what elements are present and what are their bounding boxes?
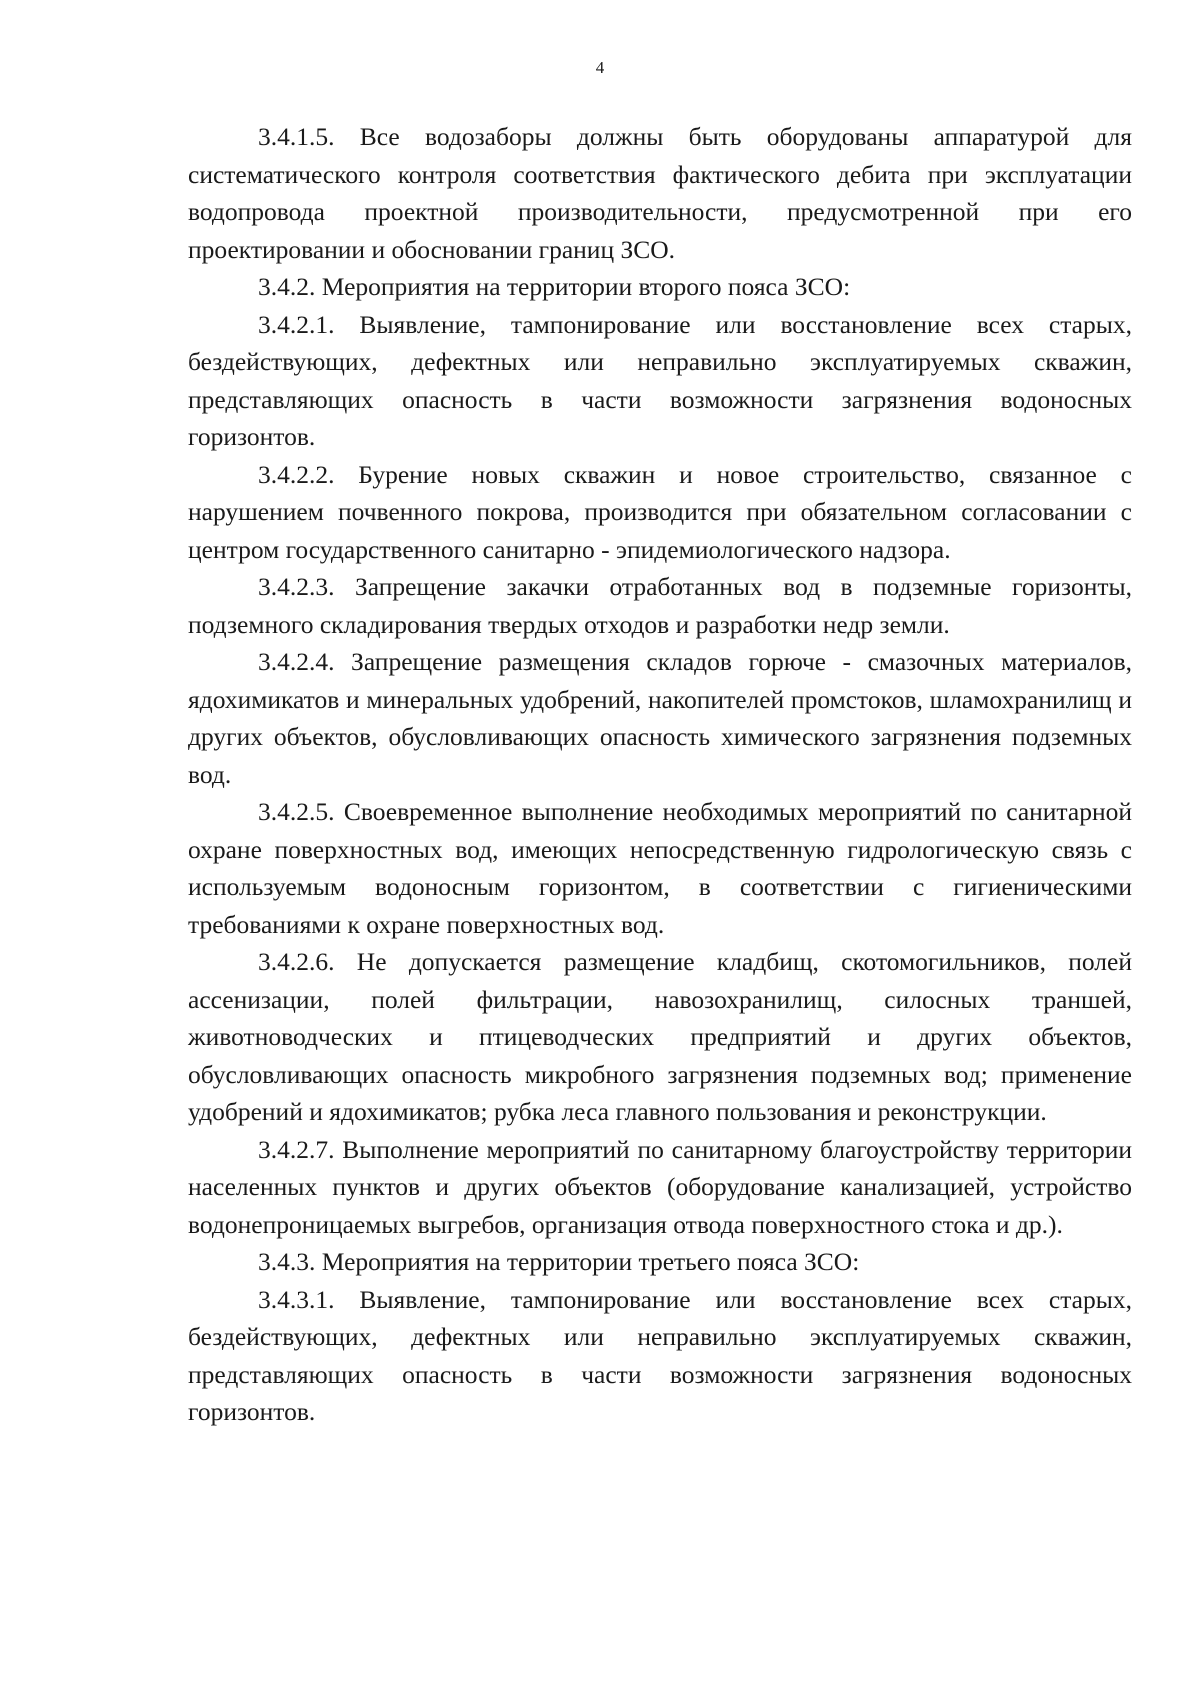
paragraph-3-4-2-5: 3.4.2.5. Своевременное выполнение необходимых мероприятий по санитарной охране поверхностных вод, имеющих непосредственную гидрологическую связь с используемым водоносным горизонтом, в соответствии с гигиеническими требованиями к охране поверхностных вод. (188, 797, 1132, 939)
section-heading-third-belt: 3.4.3. Мероприятия на территории третьего пояса ЗСО: (258, 1247, 860, 1276)
paragraph-3-4-2-3: 3.4.2.3. Запрещение закачки отработанных вод в подземные горизонты, подземного складирования твердых отходов и разработки недр земли. (188, 572, 1132, 639)
paragraph-3-4-2-7: 3.4.2.7. Выполнение мероприятий по санитарному благоустройству территории населенных пунктов и других объектов (оборудование канализацией, устройство водонепроницаемых выгребов, организация отвода поверхностного стока и др.). (188, 1134, 1132, 1239)
paragraph-3-4-2-4: 3.4.2.4. Запрещение размещения складов горюче - смазочных материалов, ядохимикатов и минеральных удобрений, накопителей промстоков, шламохранилищ и других объектов, обусловливающих опасность химического загрязнения подземных вод. (188, 647, 1132, 789)
document-body (188, 118, 1132, 1431)
page-number: 4 (595, 58, 605, 77)
paragraph-3-4-1-5: 3.4.1.5. Все водозаборы должны быть оборудованы аппаратурой для систематического контроля соответствия фактического дебита при эксплуатации водопровода проектной производительности, предусмотренной при его проектировании и обосновании границ ЗСО. (188, 122, 1132, 264)
paragraph-3-4-2-2: 3.4.2.2. Бурение новых скважин и новое строительство, связанное с нарушением почвенного покрова, производится при обязательном согласовании с центром государственного санитарно - эпидемиологического надзора. (188, 459, 1132, 564)
paragraph-3-4-2-6: 3.4.2.6. Не допускается размещение кладбищ, скотомогильников, полей ассенизации, полей фильтрации, навозохранилищ, силосных траншей, животноводческих и птицеводческих предприятий и других объектов, обусловливающих опасность микробного загрязнения подземных вод; применение удобрений и ядохимикатов; рубка леса главного пользования и реконструкции. (188, 947, 1132, 1126)
paragraph-3-4-3-1: 3.4.3.1. Выявление, тампонирование или восстановление всех старых, бездействующих, дефектных или неправильно эксплуатируемых скважин, представляющих опасность в части возможности загрязнения водоносных горизонтов. (188, 1284, 1132, 1426)
paragraph-3-4-2-1: 3.4.2.1. Выявление, тампонирование или восстановление всех старых, бездействующих, дефектных или неправильно эксплуатируемых скважин, представляющих опасность в части возможности загрязнения водоносных горизонтов. (188, 309, 1132, 451)
section-heading-second-belt: 3.4.2. Мероприятия на территории второго пояса ЗСО: (258, 272, 851, 301)
